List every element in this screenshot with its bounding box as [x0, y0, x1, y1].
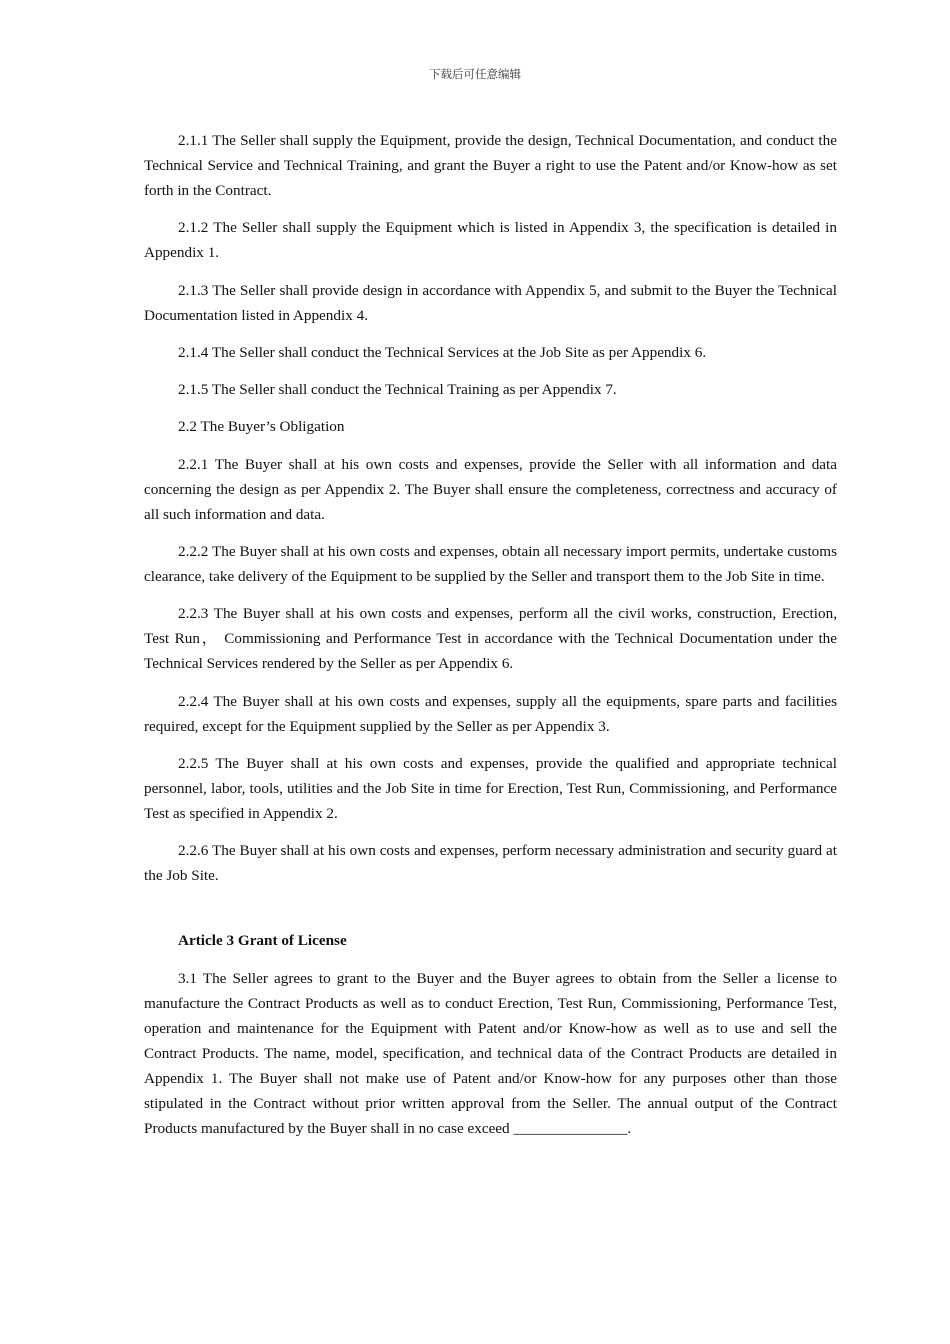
- clause-2-1-4: 2.1.4 The Seller shall conduct the Technical Services at the Job Site as per Appendix 6.: [178, 343, 707, 361]
- clause-2-2-4: 2.2.4 The Buyer shall at his own costs and expenses, supply all the equipments, spare parts and facilities required, except for the Equipment supplied by the Seller as per Appendix 3.: [144, 692, 837, 735]
- clause-3-1: 3.1 The Seller agrees to grant to the Buyer and the Buyer agrees to obtain from the Seller a license to manufacture the Contract Products as well as to conduct Erection, Test Run, Commissioning, Performance Test, operation and maintenance for the Equipment with Patent and/or Know-how as well as to use and sell the Contract Products. The name, model, specification, and technical data of the Contract Products are detailed in Appendix 1. The Buyer shall not make use of Patent and/or Know-how for any purposes other than those stipulated in the Contract without prior written approval from the Seller. The annual output of the Contract Products manufactured by the Buyer shall in no case exceed _______________.: [144, 969, 837, 1137]
- clause-2-1-2: 2.1.2 The Seller shall supply the Equipment which is listed in Appendix 3, the specification is detailed in Appendix 1.: [144, 219, 837, 262]
- clause-2-1-1: 2.1.1 The Seller shall supply the Equipment, provide the design, Technical Documentation, and conduct the Technical Service and Technical Training, and grant the Buyer a right to use the Patent and/or Know-how as set forth in the Contract.: [144, 132, 837, 199]
- clause-2-2-3: 2.2.3 The Buyer shall at his own costs and expenses, perform all the civil works, construction, Erection, Test Run， Commissioning and Performance Test in accordance with the Technical Documentation under the Technical Services rendered by the Seller as per Appendix 6.: [144, 605, 837, 673]
- clause-2-1-5: 2.1.5 The Seller shall conduct the Technical Training as per Appendix 7.: [178, 381, 617, 399]
- document-body: [144, 128, 837, 1153]
- article-3-heading: Article 3 Grant of License: [178, 932, 347, 950]
- clause-2-2-6: 2.2.6 The Buyer shall at his own costs and expenses, perform necessary administration and security guard at the Job Site.: [144, 842, 837, 885]
- clause-2-2-5: 2.2.5 The Buyer shall at his own costs and expenses, provide the qualified and appropriate technical personnel, labor, tools, utilities and the Job Site in time for Erection, Test Run, Commissioning, and Performance Test as specified in Appendix 2.: [144, 754, 837, 822]
- section-2-2-heading: 2.2 The Buyer’s Obligation: [178, 418, 345, 436]
- clause-2-1-3: 2.1.3 The Seller shall provide design in accordance with Appendix 5, and submit to the Buyer the Technical Documentation listed in Appendix 4.: [144, 281, 837, 324]
- page-header: 下载后可任意编辑: [429, 67, 521, 81]
- clause-2-2-1: 2.2.1 The Buyer shall at his own costs and expenses, provide the Seller with all information and data concerning the design as per Appendix 2. The Buyer shall ensure the completeness, correctness and accuracy of all such information and data.: [144, 455, 837, 523]
- clause-2-2-2: 2.2.2 The Buyer shall at his own costs and expenses, obtain all necessary import permits, undertake customs clearance, take delivery of the Equipment to be supplied by the Seller and transport them to the Job Site in time.: [144, 543, 837, 586]
